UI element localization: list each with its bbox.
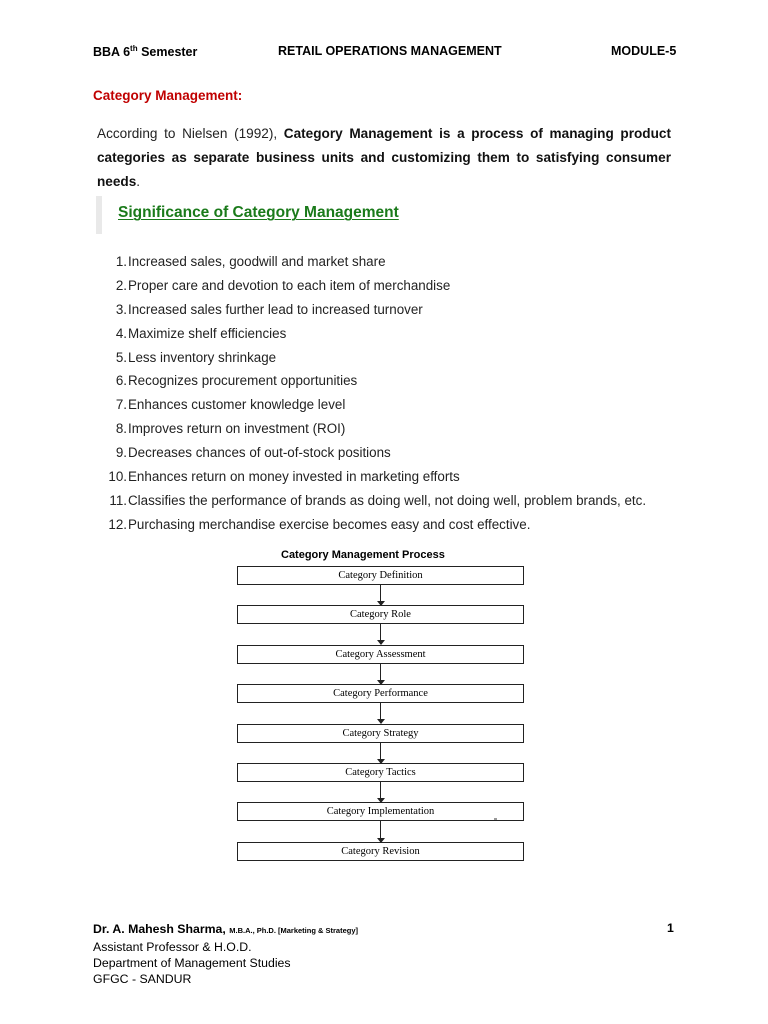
definition-paragraph: According to Nielsen (1992), Category Management is a process of managing product categories as separate business units and customizing them to satisfying consumer needs. <box>97 126 671 189</box>
list-item: 6.Recognizes procurement opportunities <box>115 373 358 389</box>
footer <box>93 921 358 987</box>
flow-arrow <box>380 703 381 723</box>
process-step-strategy: Category Strategy <box>237 724 524 743</box>
process-diagram-title: Category Management Process <box>281 549 445 561</box>
process-step-tactics: Category Tactics <box>237 763 524 782</box>
process-step-definition: Category Definition <box>237 566 524 585</box>
list-item: 11.Classifies the performance of brands as doing well, not doing well, problem brands, etc. <box>109 492 647 508</box>
process-step-role: Category Role <box>237 605 524 624</box>
section-title: Category Management: <box>93 88 243 103</box>
header-semester: BBA 6th Semester <box>93 44 198 60</box>
flow-arrow <box>380 585 381 605</box>
process-step-revision: Category Revision <box>237 842 524 861</box>
list-item: 5.Less inventory shrinkage <box>115 349 277 365</box>
flow-arrow <box>380 782 381 802</box>
process-step-performance: Category Performance <box>237 684 524 703</box>
list-item: 1.Increased sales, goodwill and market share <box>115 254 386 269</box>
footer-position: Assistant Professor & H.O.D. <box>93 940 252 954</box>
list-item: 9.Decreases chances of out-of-stock positions <box>115 445 391 461</box>
flow-arrow <box>380 743 381 763</box>
footer-department: Department of Management Studies <box>93 956 291 970</box>
list-item: 10.Enhances return on money invested in marketing efforts <box>108 469 460 485</box>
header-course-title: RETAIL OPERATIONS MANAGEMENT <box>278 44 502 58</box>
heading-accent-bar <box>96 196 102 234</box>
flow-arrow <box>380 664 381 684</box>
flow-arrow <box>380 821 381 842</box>
significance-heading: Significance of Category Management <box>118 204 399 221</box>
footer-college: GFGC - SANDUR <box>93 972 192 986</box>
list-item: 12.Purchasing merchandise exercise becomes easy and cost effective. <box>108 516 531 532</box>
list-item: 8.Improves return on investment (ROI) <box>115 421 346 437</box>
page-number: 1 <box>667 921 674 935</box>
flow-arrow <box>380 624 381 644</box>
list-item: 2.Proper care and devotion to each item of merchandise <box>115 277 451 293</box>
list-item: 7.Enhances customer knowledge level <box>115 397 346 413</box>
significance-list <box>100 250 646 537</box>
header-module: MODULE-5 <box>611 44 677 58</box>
process-step-assessment: Category Assessment <box>237 645 524 664</box>
list-item: 4.Maximize shelf efficiencies <box>115 325 287 341</box>
process-step-implementation: Category Implementation <box>237 802 524 821</box>
list-item: 3.Increased sales further lead to increased turnover <box>115 301 423 317</box>
footer-author-line: Dr. A. Mahesh Sharma, M.B.A., Ph.D. [Marketing & Strategy] <box>93 922 358 936</box>
scan-speck <box>494 818 497 820</box>
